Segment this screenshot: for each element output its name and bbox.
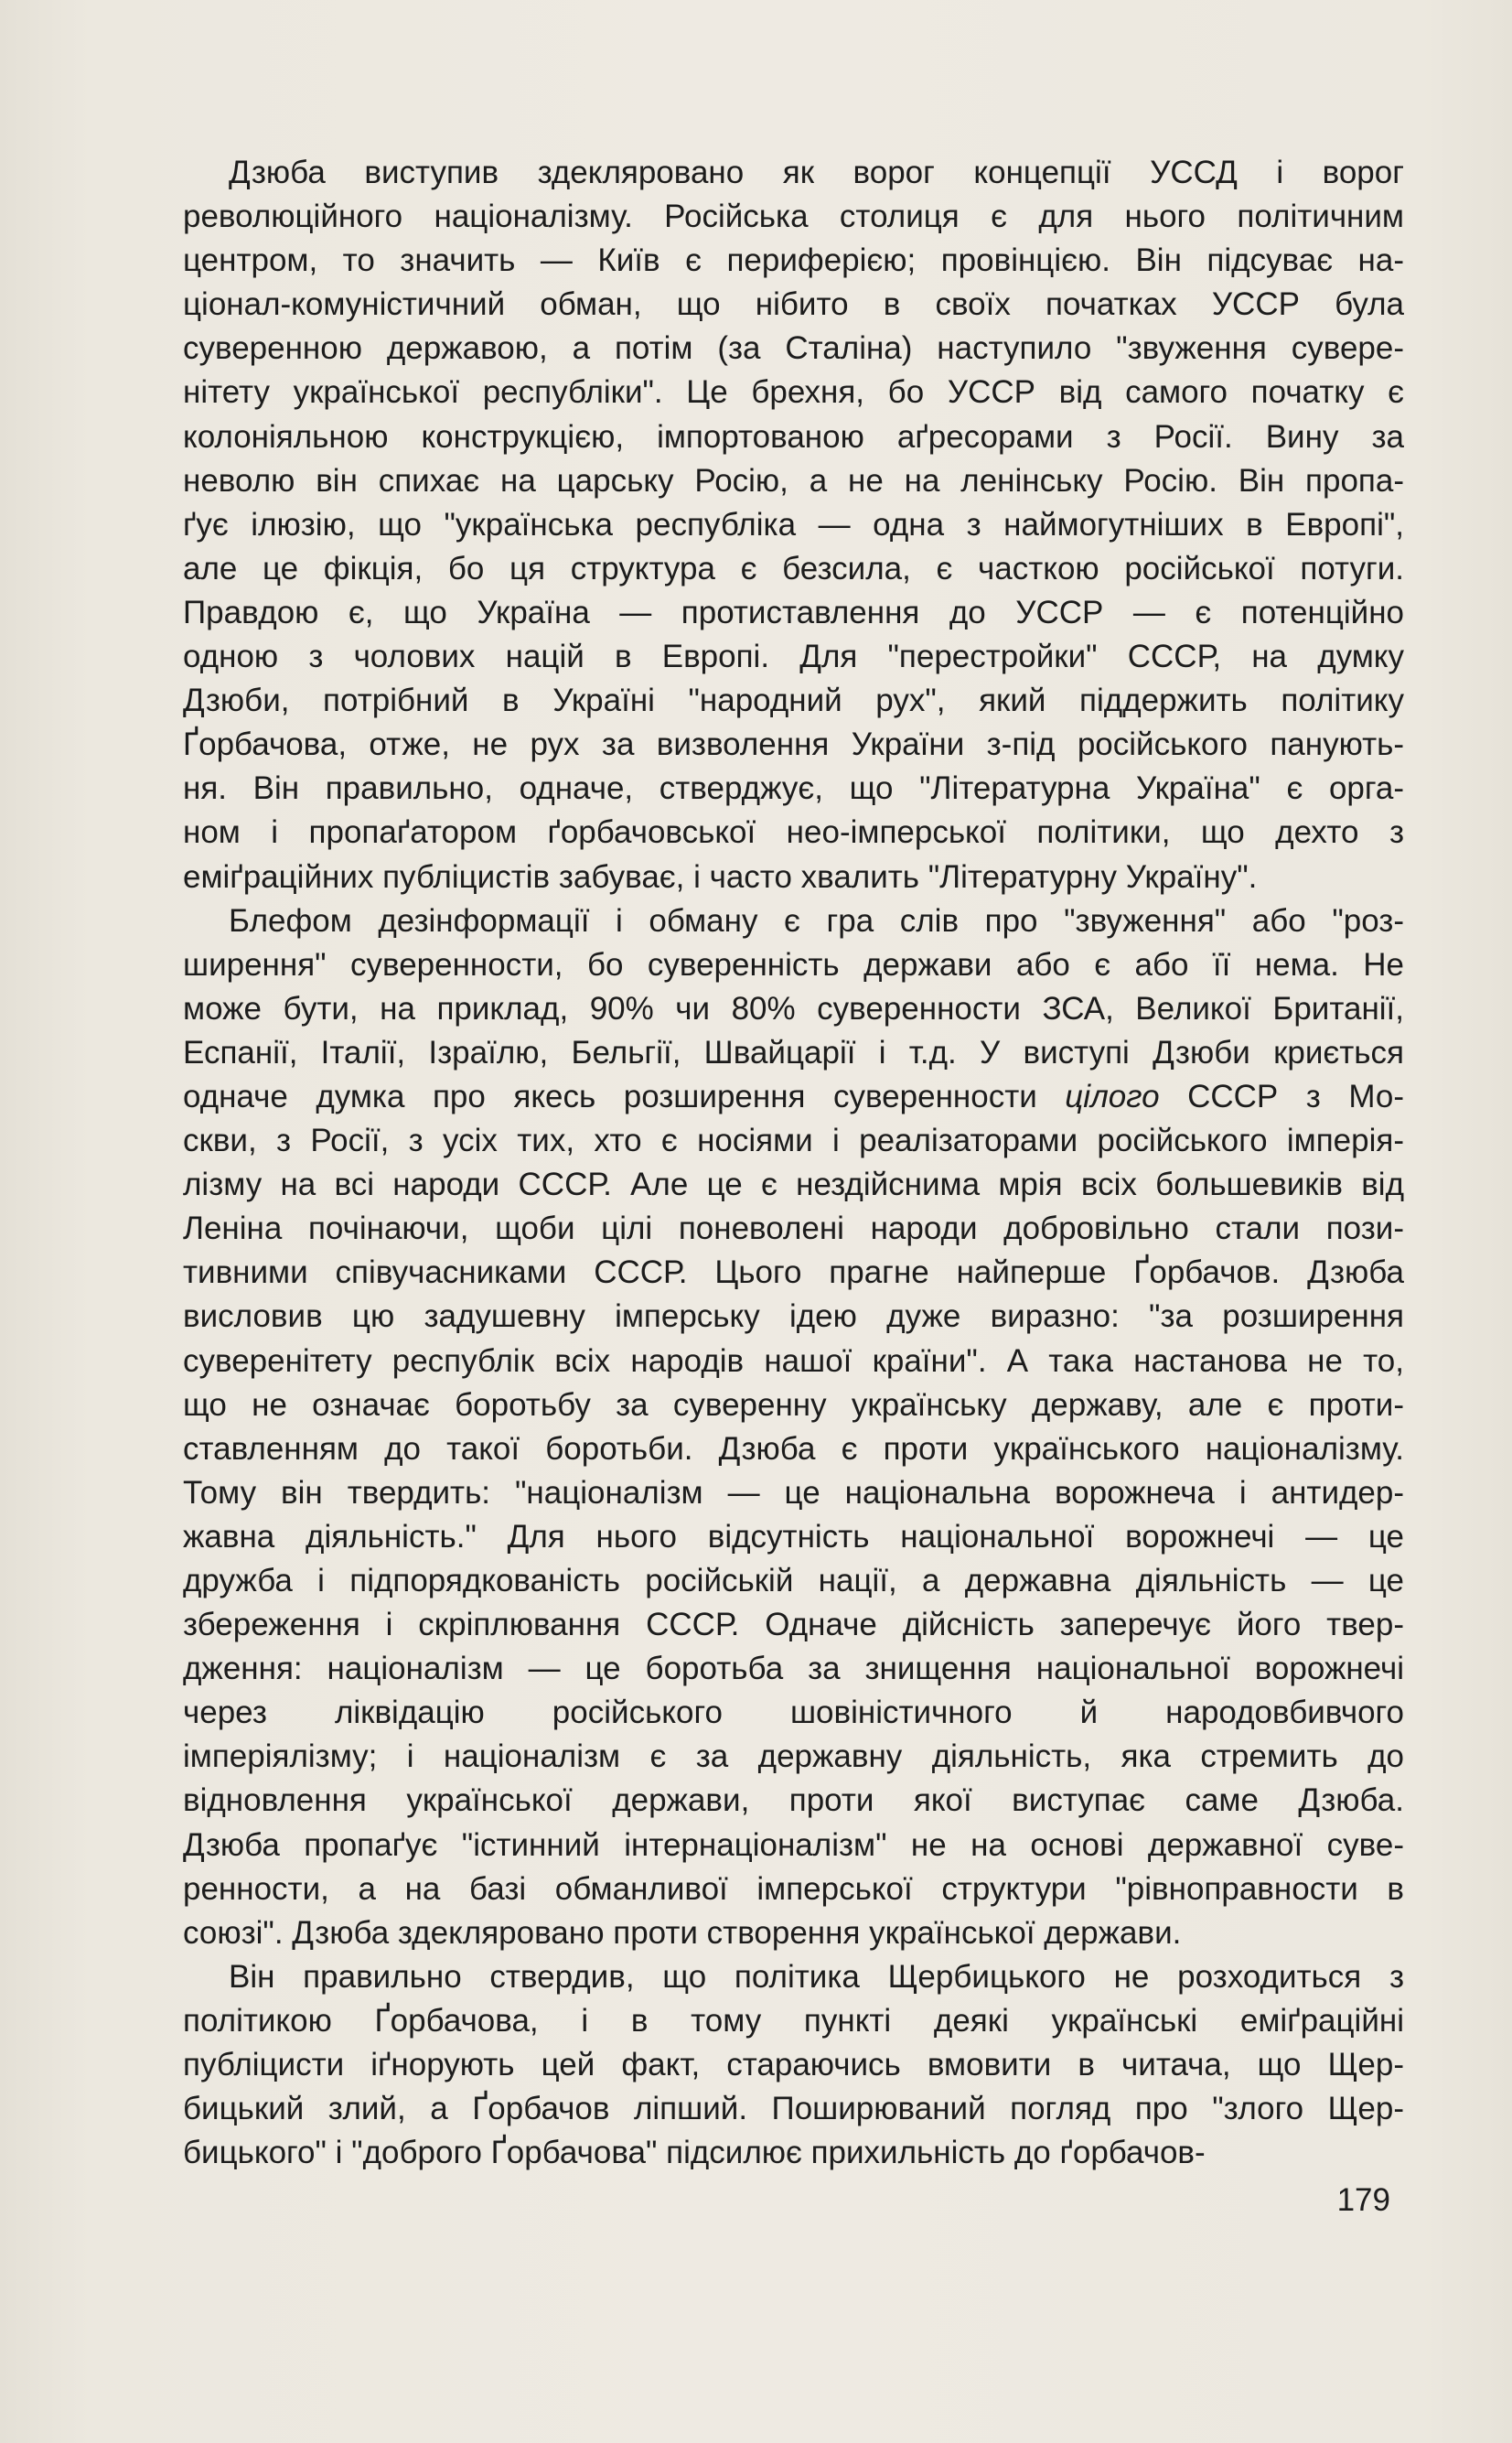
text-line: Дзюба пропаґує "істинний інтернаціоналізм" не на основі державної суве- xyxy=(183,1826,1404,1863)
text-line: ціонал-комуністичний обман, що нібито в своїх початках УССР була xyxy=(183,286,1404,323)
text-line: лізму на всі народи СССР. Але це є нездійснима мрія всіх большевиків від xyxy=(183,1167,1404,1203)
text-line: революційного націоналізму. Російська столиця є для нього політичним xyxy=(183,199,1404,235)
text-line: імперіялізму; і націоналізм є за державну діяльність, яка стремить до xyxy=(183,1738,1404,1775)
text-line: центром, то значить — Київ є периферією; провінцією. Він підсуває на- xyxy=(183,242,1404,279)
text-line: але це фікція, бо ця структура є безсила, є часткою російської потуги. xyxy=(183,550,1404,587)
paragraph xyxy=(183,899,1404,1955)
text-line: політикою Ґорбачова, і в тому пункті деякі українські еміґраційні xyxy=(183,2002,1404,2039)
text-line: Дзюби, потрібний в Україні "народний рух", який піддержить політику xyxy=(183,683,1404,719)
page-number: 179 xyxy=(1336,2182,1390,2218)
text-line: жавна діяльність." Для нього відсутність національної ворожнечі — це xyxy=(183,1518,1404,1555)
text-line: може бути, на приклад, 90% чи 80% суверенности ЗСА, Великої Британії, xyxy=(183,990,1404,1027)
text-line: відновлення української держави, проти якої виступає саме Дзюба. xyxy=(183,1782,1404,1819)
text-line: суверенною державою, а потім (за Сталіна) наступило "звуження сувере- xyxy=(183,330,1404,367)
text-line: Дзюба виступив здекляровано як ворог концепції УССД і ворог xyxy=(229,155,1404,190)
text-line: скви, з Росії, з усіх тих, хто є носіями і реалізаторами російського імперія- xyxy=(183,1123,1404,1159)
text-line: одною з чолових націй в Европі. Для "перестройки" СССР, на думку xyxy=(183,639,1404,675)
text-line: колоніяльною конструкцією, імпортованою аґресорами з Росії. Вину за xyxy=(183,418,1404,455)
text-line: Блефом дезінформації і обману є гра слів про "звуження" або "роз- xyxy=(229,902,1404,939)
text-line: тивними співучасниками СССР. Цього прагне найперше Ґорбачов. Дзюба xyxy=(183,1254,1404,1291)
text-line: союзі". Дзюба здекляровано проти створення української держави. xyxy=(183,1914,1182,1951)
text-line: Тому він твердить: "націоналізм — це національна ворожнеча і антидер- xyxy=(183,1474,1404,1511)
text-line: що не означає боротьбу за суверенну українську державу, але є проти- xyxy=(183,1386,1404,1423)
text-line: ня. Він правильно, одначе, стверджує, що "Літературна Україна" є орга- xyxy=(183,770,1404,807)
text-line: еміґраційних публіцистів забуває, і часто хвалить "Літературну Україну". xyxy=(183,858,1258,895)
text-line: ном і пропаґатором ґорбачовської нео-імперської політики, що дехто з xyxy=(183,814,1404,851)
text-line: Ґорбачова, отже, не рух за визволення України з-під російського панують- xyxy=(183,726,1404,763)
text-line: нітету української республіки". Це брехня, бо УССР від самого початку є xyxy=(183,374,1404,411)
text-line: Леніна почінаючи, щоби цілі поневолені народи добровільно стали пози- xyxy=(183,1211,1404,1247)
text-line: висловив цю задушевну імперську ідею дуже виразно: "за розширення xyxy=(183,1298,1404,1335)
body-text xyxy=(183,151,1404,2175)
text-line: ставленням до такої боротьби. Дзюба є проти українського націоналізму. xyxy=(183,1430,1404,1467)
text-line: публіцисти іґнорують цей факт, стараючись вмовити в читача, що Щер- xyxy=(183,2047,1404,2083)
text-line: Еспанії, Італії, Ізраїлю, Бельгії, Швайцарії і т.д. У виступі Дзюби криється xyxy=(183,1034,1404,1071)
text-line: Правдою є, що Україна — протиставлення до УССР — є потенційно xyxy=(183,594,1404,630)
text-line: ренности, а на базі обманливої імперської структури "рівноправности в xyxy=(183,1870,1404,1907)
text-line: одначе думка про якесь розширення суверенности цілого СССР з Мо- xyxy=(183,1078,1404,1114)
text-line: бицький злий, а Ґорбачов ліпший. Поширюваний погляд про "злого Щер- xyxy=(183,2091,1404,2127)
paragraph xyxy=(183,1955,1404,2175)
paragraph xyxy=(183,151,1404,899)
text-line: дружба і підпорядкованість російській нації, а державна діяльність — це xyxy=(183,1563,1404,1598)
text-line: Він правильно ствердив, що політика Щербицького не розходиться з xyxy=(229,1958,1404,1995)
text-line: ширення" суверенности, бо суверенність держави або є або її нема. Не xyxy=(183,946,1404,983)
text-line: бицького" і "доброго Ґорбачова" підсилює прихильність до ґорбачов- xyxy=(183,2135,1206,2171)
text-line: неволю він спихає на царську Росію, а не на ленінську Росію. Він пропа- xyxy=(183,462,1404,499)
text-line: дження: націоналізм — це боротьба за знищення національної ворожнечі xyxy=(183,1651,1404,1687)
text-line: суверенітету республік всіх народів нашої країни". А така настанова не то, xyxy=(183,1342,1404,1379)
text-line: ґує ілюзію, що "українська республіка — одна з наймогутніших в Европі", xyxy=(183,506,1404,543)
text-line: через ліквідацію російського шовіністичного й народовбивчого xyxy=(183,1695,1404,1731)
text-line: збереження і скріплювання СССР. Одначе дійсність заперечує його твер- xyxy=(183,1607,1404,1643)
